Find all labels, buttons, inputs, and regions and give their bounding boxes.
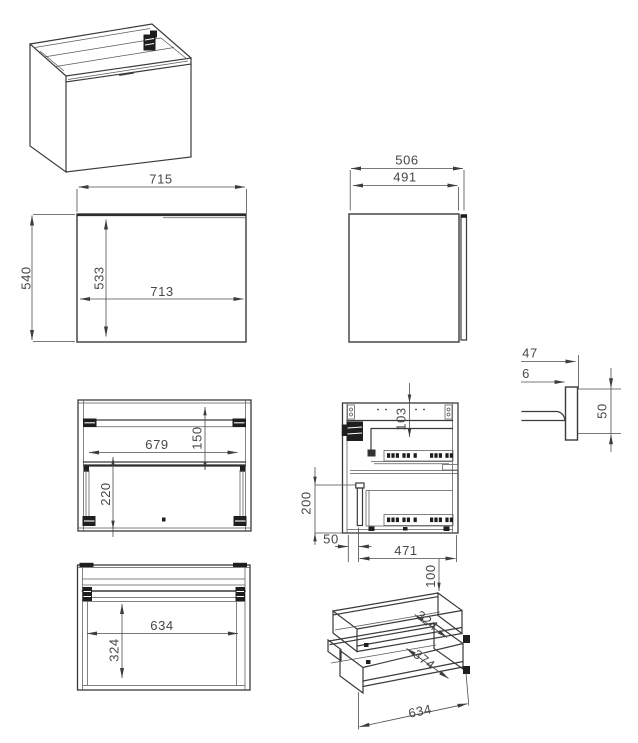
gallery-clip-right: [236, 587, 246, 601]
dim-label-drawer-inner-height: 324: [106, 638, 122, 662]
lower-drawer-box: [328, 623, 470, 693]
section-side-view: [299, 383, 459, 562]
dim-label-lower-height: 220: [98, 482, 113, 506]
drawer-front-view: [78, 563, 251, 690]
dim-label-drawer-width-iso: 634: [406, 701, 434, 721]
hanging-bracket-left: [83, 419, 97, 428]
dim-label-panel-height: 533: [91, 266, 107, 290]
drawers-isometric-view: [328, 559, 470, 730]
dim-label-upper-depth: 324: [413, 607, 442, 634]
dim-label-front-width: 715: [149, 171, 173, 187]
front-panel-edge: [461, 216, 467, 340]
isometric-cabinet-view: [30, 24, 191, 172]
hanging-bracket-iso: [144, 31, 158, 51]
dim-label-panel-width: 713: [150, 284, 174, 299]
front-view: [19, 172, 247, 343]
runner-clip-bottom-left: [83, 516, 96, 526]
dim-label-drawer-inner-width: 634: [150, 618, 174, 633]
dim-label-side-inset: 50: [323, 531, 339, 547]
dim-label-front-height: 200: [298, 491, 314, 515]
runner-clip-bottom-right: [234, 516, 247, 526]
dim-label-rail-height: 50: [594, 403, 610, 419]
upper-drawer-section: [368, 429, 459, 471]
cabinet-side-outline: [349, 214, 459, 342]
dim-label-rail-offset: 47: [522, 345, 538, 361]
dim-label-panel-depth: 491: [393, 169, 417, 185]
dim-label-rail-thickness: 6: [522, 366, 530, 381]
upper-drawer-box: [333, 593, 470, 652]
side-view: [349, 153, 467, 343]
lower-drawer-section: [356, 483, 453, 531]
hanging-bracket-right: [233, 419, 247, 428]
dim-label-cabinet-height: 540: [18, 266, 34, 290]
dim-label-lower-depth: 374: [410, 646, 439, 673]
dim-label-drop: 100: [423, 564, 438, 588]
dim-label-depth: 506: [395, 152, 419, 168]
hanging-bracket-section: [342, 422, 363, 442]
dim-label-runner-depth: 471: [394, 543, 418, 558]
gallery-clip-left: [83, 587, 93, 601]
interior-front-view: [78, 400, 251, 537]
handle-notch: [120, 73, 133, 75]
dim-label-top-clearance: 150: [189, 426, 205, 450]
dim-label-section-top-clearance: 103: [393, 407, 409, 431]
rail-section: [566, 387, 578, 440]
dim-label-opening-width: 679: [145, 437, 169, 452]
mount-detail-view: [521, 346, 621, 453]
